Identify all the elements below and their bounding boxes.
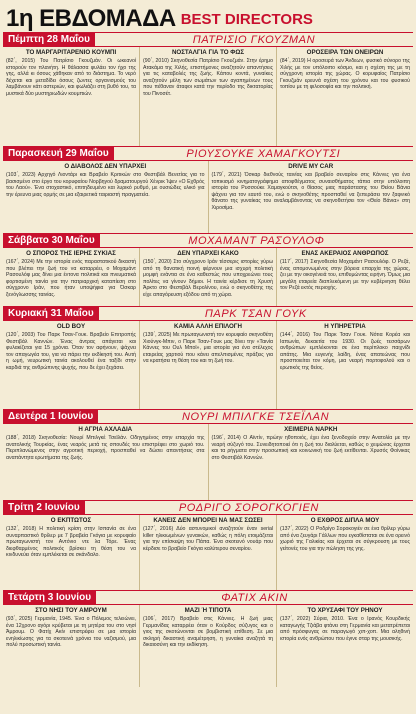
movie-title: ΝΟΣΤΑΛΓΙΑ ΓΙΑ ΤΟ ΦΩΣ bbox=[171, 49, 245, 56]
movie-description: (167΄, 2024) Με την ιστορία ενός παραστατικού δικαστή που βλέπει την ζωή του να καταρρέει, ο Μοχαμάντ Ρασουλόφ μας δίνει μια έντονα πολιτικά και πνευματικά φορτισμένη ταινία για την πατριαρχική καταπίεση στο σύγχρονο Ιράν, που ήταν υποψήφια για Όσκαρ ξενόγλωσσης ταινίας. bbox=[6, 259, 136, 298]
movie-title: ΤΟ ΧΡΥΣΑΦΙ ΤΟΥ ΡΗΝΟΥ bbox=[307, 607, 383, 614]
movie-description: (137΄, 2022) Ο Ροδρίγο Σοροκογιέν σε ένα θρίλερ γύρω από ένα ζευγάρι Γάλλων που εγκαθίσταται σε ένα ορεινό χωριό της Γαλικίας και έρχεται σε σύγκρουση με τους γείτονές του για την πώληση της γης. bbox=[280, 526, 410, 552]
movie-description: (120΄, 2003) Του Παρκ Τσαν-Γουκ. Βραβείο Επιτροπής Φεστιβάλ Καννών. Ένας άντρας απάγεται και φυλακίζεται για 15 χρόνια. Όταν τον αφήνουν, ψάχνει τον απαγωγέα του, για να πάρει την εκδίκησή του. Αυτή η ωμή, νευρωτική ταινία ακολουθεί ένα ταξίδι στην καρδιά της ανθρώπινης ψυχής, που δε έχει ξεχάσει. bbox=[6, 332, 136, 371]
movie-entry bbox=[277, 605, 413, 687]
movie-title: Ο ΕΧΘΡΟΣ ΔΙΠΛΑ ΜΟΥ bbox=[310, 517, 380, 524]
movie-title: Ο ΣΠΟΡΟΣ ΤΗΣ ΙΕΡΗΣ ΣΥΚΙΑΣ bbox=[26, 250, 116, 257]
movie-row bbox=[3, 424, 413, 500]
movie-row bbox=[3, 515, 413, 590]
day-bar bbox=[3, 500, 413, 515]
day-label: Παρασκευή 29 Μαΐου bbox=[3, 147, 114, 160]
movie-entry bbox=[3, 248, 140, 306]
movie-title: Η ΥΠΗΡΕΤΡΙΑ bbox=[324, 323, 366, 330]
director-name: ΠΑΤΡΙΣΙΟ ΓΚΟΥΖΜΑΝ bbox=[192, 33, 316, 46]
movie-row bbox=[3, 321, 413, 409]
director-name: ΜΟΧΑΜΑΝΤ ΡΑΣΟΥΛΟΦ bbox=[188, 234, 325, 247]
movie-row bbox=[3, 47, 413, 146]
day-label: Πέμπτη 28 Μαΐου bbox=[3, 33, 95, 46]
movie-description: (150΄, 2020) Στο σύγχρονο Ιράν τέσσερις ιστορίες γύρω από τη θανατική ποινή φέρνουν μια ισχυρή πολιτική μομφή ενάντια σε ένα καθεστώς που υποχρεώνει τους πολίτες να γίνουν δήμιοι. Η ταινία κέρδισε τη Χρυσή Άρκτο στο Φεστιβάλ Βερολίνου, ενώ ο σκηνοθέτης της είχε απαγόρευση εξόδου από τη χώρα. bbox=[143, 259, 273, 298]
movie-title: ΤΟ ΜΑΡΓΑΡΙΤΑΡΕΝΙΟ ΚΟΥΜΠΙ bbox=[25, 49, 117, 56]
page-header bbox=[0, 0, 416, 32]
week-title: 1η ΕΒΔΟΜΑΔΑ bbox=[6, 5, 176, 32]
movie-entry bbox=[3, 605, 140, 687]
movie-entry bbox=[3, 424, 209, 500]
movie-title: Η ΑΓΡΙΑ ΑΧΛΑΔΙΑ bbox=[78, 426, 133, 433]
day-bar bbox=[3, 409, 413, 424]
movie-row bbox=[3, 161, 413, 233]
day-label: Σάββατο 30 Μαΐου bbox=[3, 234, 100, 247]
movie-title: ΚΑΜΙΑ ΑΛΛΗ ΕΠΙΛΟΓΗ bbox=[174, 323, 242, 330]
movie-description: (117΄, 2017) Σκηνοθεσία Μοχαμάντ Ρασουλόφ. Ο Ρεζά, ένας απομονωμένος στην βόρεια επαρχία της χώρας, ζει με την οικογένειά του, επιθυμώντας ειρήνη. Όμως μια μεγάλη εταιρεία διαπλεκόμενη με την κυβέρνηση θέλει τον Ρεζά εκτός περιοχής. bbox=[280, 259, 410, 291]
movie-entry bbox=[140, 605, 277, 687]
movie-entry bbox=[209, 161, 414, 233]
movie-title: ΧΕΙΜΕΡΙΑ ΝΑΡΚΗ bbox=[284, 426, 338, 433]
movie-description: (144΄, 2016) Του Παρκ Τσαν Γουκ. Νότια Κορέα και Ιαπωνία, δεκαετία του 1930. Οι ζωές τεσσάρων ανθρώπων εμπλέκονται σε ένα περίπλοκο παιχνίδι απάτης. Μια ευγενής λαίδη, ένας απατεώνας που προσποιείται τον κόμη, μια νεαρή πορτοφολού και ο ερωτικός της θείος. bbox=[280, 332, 410, 371]
director-name: ΝΟΥΡΙ ΜΠΙΛΓΚΕ ΤΣΕΪΛΑΝ bbox=[182, 410, 330, 423]
movie-description: (127΄, 2016) Δύο αστυνομικοί αναζητούν έναν serial killer ηλικιωμένων γυναικών, καθώς η πόλη ετοιμάζεται για την επίσκεψη του Πάπα. Ένα σκοτεινό νουάρ που κέρδισε το βραβείο Γκόγια καλύτερου σεναρίου. bbox=[143, 526, 273, 552]
director-name: ΠΑΡΚ ΤΣΑΝ ΓΟΥΚ bbox=[204, 307, 307, 320]
movie-entry bbox=[277, 248, 413, 306]
movie-description: (106΄, 2017) Βραβείο στις Κάννες. Η ζωή μιας Γερμανίδας καταρρέει όταν ο Κούρδος σύζυγος και ο γιος της σκοτώνονται σε βομβιστική επίθεση. Σε μια σκληρή δικαστική αναμέτρηση, η γυναίκα αναζητά τη δικαιοσύνη και την εκδίκηση. bbox=[143, 616, 273, 648]
director-name: ΡΟΔΡΙΓΟ ΣΟΡΟΓΚΟΓΙΕΝ bbox=[178, 501, 319, 514]
movie-title: ΣΤΟ ΝΗΣΙ ΤΟΥ ΑΜΡΟΥΜ bbox=[35, 607, 107, 614]
movie-entry bbox=[140, 248, 277, 306]
movie-title: ΕΝΑΣ ΑΚΕΡΑΙΟΣ ΑΝΘΡΩΠΟΣ bbox=[301, 250, 389, 257]
movie-entry bbox=[3, 161, 209, 233]
day-bar bbox=[3, 32, 413, 47]
day-bar bbox=[3, 146, 413, 161]
movie-description: (82΄, 2015) Του Πατρίσιο Γκουζμάν. Οι ωκεανοί ιστορούν τον πλανήτη. Η θάλασσα φυλάει τον ήχο της γης, αλλά κι όσους χάθηκαν από το διάστημα. Το νερό δέχεται και μεταδίδει όσους ζωντες οργανισμούς του λαμβάνουν κάτι αστεριών, και φωλιάζει στη βυθό του, τα μυστικά δύο μυστηριωδών κουμπιών. bbox=[6, 58, 136, 97]
movie-entry bbox=[277, 47, 413, 146]
day-label: Τρίτη 2 Ιουνίου bbox=[3, 501, 85, 514]
movie-title: DRIVE MY CAR bbox=[288, 163, 334, 170]
movie-description: (137΄, 2022) Σύρια, 2010. Ένα ο Ιρανός Κουρδικής καταγωγής Τζιάβα φτάνει στη Γερμανία και μετατρέπεται από πρόσφυγας σε παραγωγό χιπ-χοπ. Μια αληθινή ιστορία ενός ανθρώπου που έγινε σταρ της μουσικής. bbox=[280, 616, 410, 642]
movie-description: (90΄, 2010) Σκηνοθεσία Πατρίσιο Γκουζμάν. Στην έρημο Ατακάμα της Χιλής, επιστήμονες αναζητούν απαντήσεις για τις καταβολές της ζωής. Κάπου κοντά, γυναίκες αναζητούν μέλη των σωμάτων των αγαπημένων τους που πέθαναν άταφοι κατά την περίοδο της δικτατορίας του Πινοσέτ. bbox=[143, 58, 273, 97]
movie-title: ΜΑΖΙ Ή ΤΙΠΟΤΑ bbox=[184, 607, 232, 614]
movie-entry bbox=[3, 321, 140, 409]
movie-entry bbox=[3, 515, 140, 590]
movie-description: (139΄, 2025) Με πρωταγωνιστή τον κορυφαίο σκηνοθέτη Χιούνγκ-Μπιν, ο Παρκ Τσαν-Γουκ μας δίνει την «Ταινία Κάννες του Ουλ Μποϊ», μια ιστορία για ένα στέλεχος εταιρείας χαρτιού που κάνει απελπισμένες πράξεις για να κρατήσει τη θέση του και τη ζωή του. bbox=[143, 332, 273, 364]
movie-title: Ο ΕΚΠΤΩΤΟΣ bbox=[50, 517, 92, 524]
movie-description: (93΄, 2025) Γερμανία, 1945. Ένα ο Πόλεμος τελειώνει, ένα 12χρονο αγόρι κρύβεται με τη μητέρα του στο νησί Άμρουμ. Ο Φατίχ Ακίν επιστρέφει σε μια ιστορία ενηλικίωσης για τα σκοτεινά χρόνια του ναζισμού, μια πολύ προσωπική ταινία. bbox=[6, 616, 136, 648]
day-label: Δευτέρα 1 Ιουνίου bbox=[3, 410, 98, 423]
movie-entry bbox=[277, 515, 413, 590]
movie-description: (179΄, 2021) Όσκαρ διεθνούς ταινίας και βραβείο σεναρίου στις Κάννες για ένα τοπικισμό κινηματογράφημα αποφθέγματος συναισθήματος τάπια στην υπόλοιπη ιστορία του Ρυσσούκε Χαμαγκούτσι, ο θίασος μιας παράστασης του Θείου Βάνια ψάχνει για τον εαυτό του, ενώ ο σκηνοθέτης προσπαθεί να ξεπεράσει τον ξαφνικό θάνατο της γυναίκας του αναλαμβάνοντας να σκηνοθετήσει τον «Θείο Βάνια» στη Χιροσίμα. bbox=[211, 172, 410, 211]
movie-title: ΔΕΝ ΥΠΑΡΧΕΙ ΚΑΚΟ bbox=[177, 250, 239, 257]
day-label: Τετάρτη 3 Ιουνίου bbox=[3, 591, 96, 604]
day-bar bbox=[3, 233, 413, 248]
movie-row bbox=[3, 248, 413, 306]
movie-entry bbox=[209, 424, 414, 500]
director-name: ΡΙΟΥΣΟΥΚΕ ΧΑΜΑΓΚΟΥΤΣΙ bbox=[186, 147, 341, 160]
movie-entry bbox=[3, 47, 140, 146]
day-label: Κυριακή 31 Μαΐου bbox=[3, 307, 99, 320]
movie-title: OLD BOY bbox=[56, 323, 86, 330]
movie-description: (188΄, 2018) Σκηνοθεσία: Νουρί Μπιλγκέ Τσεϊλάν. Οδηγημένος στην επαρχία της ανατολικής Τουρκίας, ένας νεαρός μετά τις σπουδές του επιστρέφει στο χωριό του. Περιπλανώμενος στην αγροτική περιοχή, προσπαθεί να δώσει απαντήσεις στα αναπάντητα ερωτήματα της ζωής. bbox=[6, 435, 205, 461]
movie-entry bbox=[277, 321, 413, 409]
day-bar bbox=[3, 306, 413, 321]
movie-entry bbox=[140, 321, 277, 409]
movie-description: (132΄, 2018) Η πολιτική κρίση στην Ισπανία σε ένα συναρπαστικό θρίλερ με 7 βραβεία Γκόγια με κορυφαίο πρωταγωνιστή τον Αντόνιο ντε λα Τόρε. Ένας διεφθαρμένος πολιτικός βρίσκει τη θέση του να κινδυνεύει όταν εμπλέκεται σε σκάνδαλο. bbox=[6, 526, 136, 558]
day-bar bbox=[3, 590, 413, 605]
movie-entry bbox=[140, 515, 277, 590]
movie-description: (84΄, 2019) Η οροσειρά των Άνδεων, φυσικό σύνορο της Χιλής με τον υπόλοιπο κόσμο, και η σχέση της με τη σύγχρονη ιστορία της χώρας. Ο κορυφαίος Πατρίσιο Γκουζμάν ερευνά σχέση του χρόνου και του φυσικού τοπίου με τη φιλοσοφία και την πολιτική. bbox=[280, 58, 410, 90]
movie-description: (196΄, 2014) Ο Αϊντίν, πρώην ηθοποιός, έχει ένα ξενοδοχείο στην Ανατολία με την νεαρή σύζυγό του. Συνειδητοποιεί ότι η ζωή του διαλύεται, καθώς ο χειμώνας έρχεται και τα ρήγματα στην προσωπική και κοινωνική του ζωή εκτίθενται. Χρυσός Φοίνικας στο Φεστιβάλ Καννών. bbox=[211, 435, 410, 461]
movie-title: Ο ΔΙΑΒΟΛΟΣ ΔΕΝ ΥΠΑΡΧΕΙ bbox=[64, 163, 147, 170]
movie-row bbox=[3, 605, 413, 687]
director-name: ΦΑΤΙΧ ΑΚΙΝ bbox=[221, 591, 288, 604]
movie-title: ΟΡΟΣΕΙΡΑ ΤΩΝ ΟΝΕΙΡΩΝ bbox=[306, 49, 384, 56]
movie-description: (103΄, 2023) Αρχηγό Λιοντάρι και Βραβείο Κριτικών στο Φεστιβάλ Βενετίας για το βασισμένο στο έργο του κορυφαίου Νορβηγού δραματουργού Χένρικ Ίψεν «Ο Εχθρός του Λαού». Ένα στοχαστικό, επιτηδευμένο και λυρικό ρυθμό, με ουσιώδες υλικό για την έρευνα μιας ορμής σε μια εξαιρετικά ταιριαστή πραγματεία. bbox=[6, 172, 205, 198]
movie-entry bbox=[140, 47, 277, 146]
movie-title: ΚΑΝΕΙΣ ΔΕΝ ΜΠΟΡΕΙ ΝΑ ΜΑΣ ΣΩΣΕΙ bbox=[153, 517, 263, 524]
section-subtitle: BEST DIRECTORS bbox=[180, 11, 313, 28]
